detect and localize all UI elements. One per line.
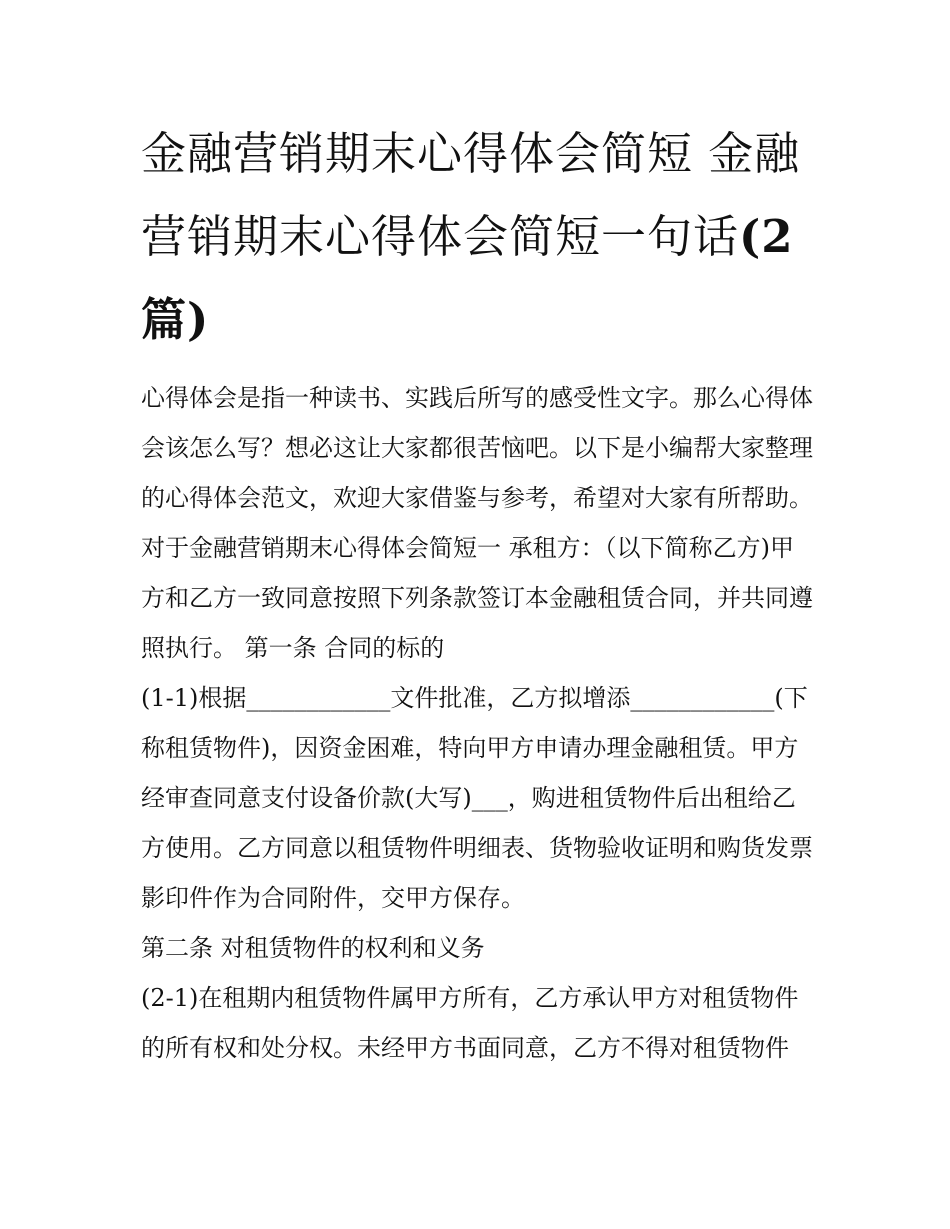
document-title [141,112,813,361]
document-page [141,112,813,1073]
clause-2-1-paragraph: (2-1)在租期内租赁物件属甲方所有，乙方承认甲方对租赁物件的所有权和处分权。未经甲方书面同意，乙方不得对租赁物件 [141,984,799,1062]
title-main: 金融营销期末心得体会简短 金融营销期末心得体会简短一句话 [141,127,801,263]
article-2-heading: 第二条 对租赁物件的权利和义务 [141,934,485,962]
title-suffix: (2篇) [141,210,794,346]
intro-paragraph: 心得体会是指一种读书、实践后所写的感受性文字。那么心得体会该怎么写？想必这让大家都很苦恼吧。以下是小编帮大家整理的心得体会范文，欢迎大家借鉴与参考，希望对大家有所帮助。 [141,384,813,512]
document-body [141,373,813,1073]
clause-1-1-paragraph: (1-1)根据____________文件批准，乙方拟增添____________(下称租赁物件)，因资金困难，特向甲方申请办理金融租赁。甲方经审查同意支付设备价款(大写)___，购进租赁物件后出租给乙方使用。乙方同意以租赁物件明细表、货物验收证明和购货发票影印件作为合同附件，交甲方保存。 [141,684,813,912]
contract-intro-paragraph: 对于金融营销期末心得体会简短一 承租方：（以下简称乙方)甲方和乙方一致同意按照下列条款签订本金融租赁合同，并共同遵照执行。 第一条 合同的标的 [141,534,813,662]
